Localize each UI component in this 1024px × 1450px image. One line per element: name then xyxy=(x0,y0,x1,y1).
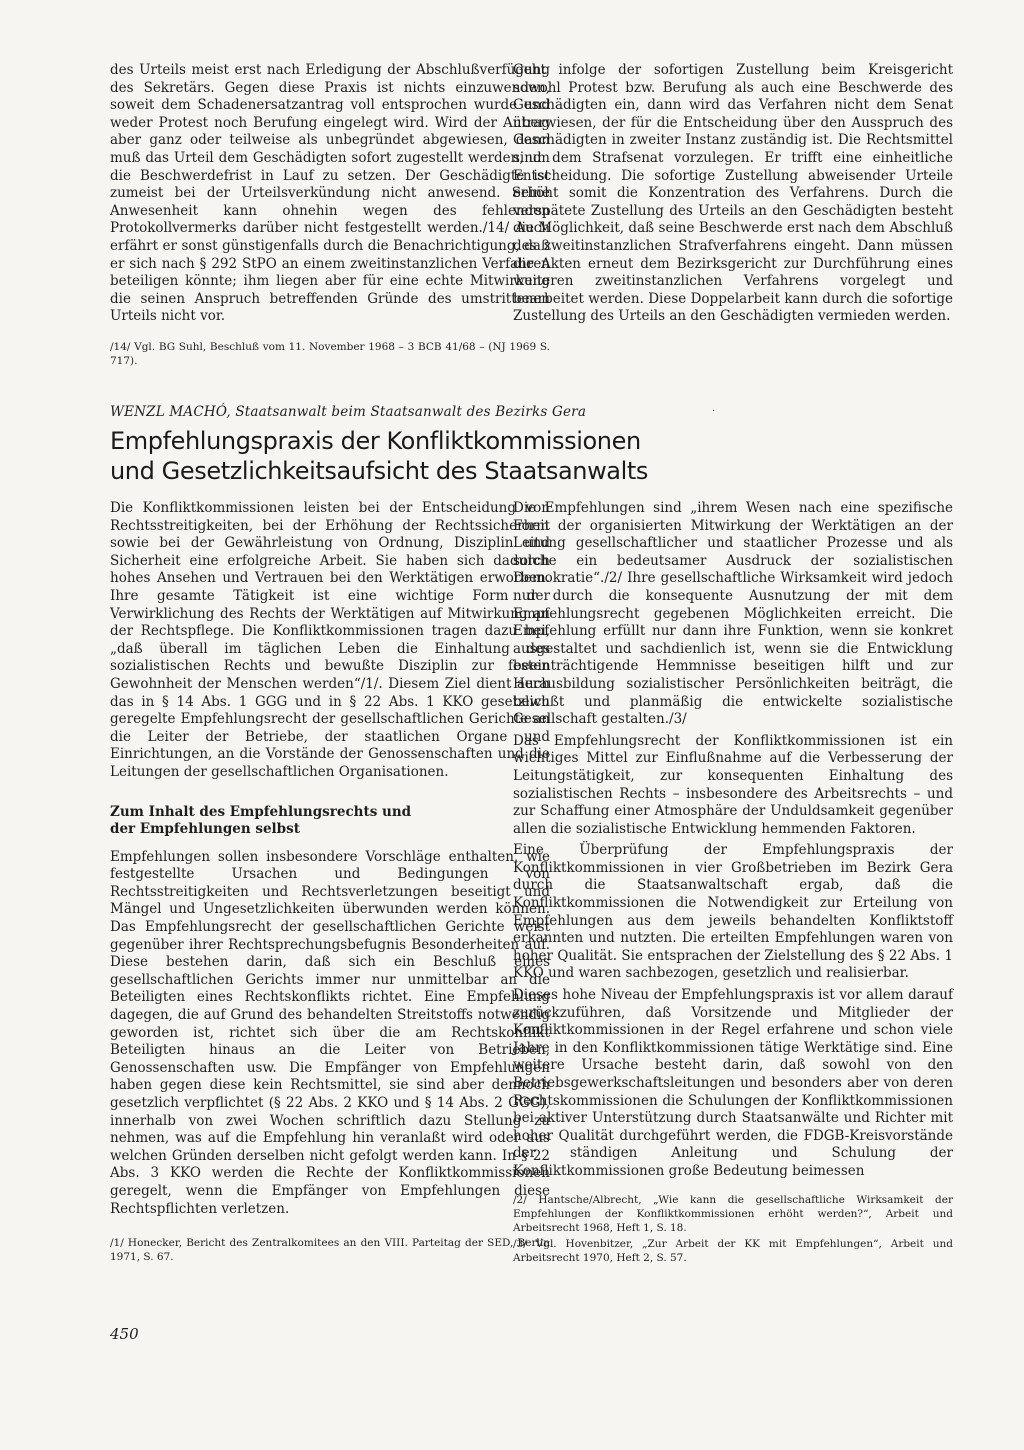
article-title-line-2: und Gesetzlichkeitsaufsicht des Staatsanwalts xyxy=(110,457,648,485)
footnote-2: /2/ Hantsche/Albrecht, „Wie kann die gesellschaftliche Wirksamkeit der Empfehlungen der Konfliktkommissionen erhöht werden?“, Arbeit und Arbeitsrecht 1968, Heft 1, S. 18. xyxy=(513,1193,953,1234)
article-right-paragraph-3: Eine Überprüfung der Empfehlungspraxis der Konfliktkommissionen in vier Großbetrieben im Bezirk Gera durch die Staatsanwaltschaft ergab, daß die Konfliktkommissionen die Notwendigkeit zur Erteilung von Empfehlungen aus dem jeweils behandelten Konfliktstoff erkannten und nutzten. Die erteilten Empfehlungen waren von hoher Qualität. Sie entsprachen der Zielstellung des § 22 Abs. 1 KKO und waren sachbezogen, gesetzlich und realisierbar. xyxy=(513,842,953,982)
footnote-1: /1/ Honecker, Bericht des Zentralkomitees an den VIII. Parteitag der SED, Berlin 1971, S. 67. xyxy=(110,1237,550,1264)
article-right-column xyxy=(513,500,953,1265)
article-right-paragraph-2: Das Empfehlungsrecht der Konfliktkommissionen ist ein wichtiges Mittel zur Einflußnahme auf die Verbesserung der Leitungstätigkeit, zur konsequenten Einhaltung des sozialistischen Rechts – insbesondere des Arbeitsrechts – und zur Schaffung einer Atmosphäre der Unduldsamkeit gegenüber allen die sozialistische Entwicklung hemmenden Faktoren. xyxy=(513,732,953,837)
footnote-14: /14/ Vgl. BG Suhl, Beschluß vom 11. November 1968 – 3 BCB 41/68 – (NJ 1969 S. 717). xyxy=(110,340,550,367)
top-left-paragraph: des Urteils meist erst nach Erledigung der Abschlußverfügung des Sekretärs. Gegen diese Praxis ist nichts einzuwenden, soweit dem Schadenersatzantrag voll entsprochen wurde und weder Protest noch Berufung eingelegt wird. Wird der Antrag aber ganz oder teilweise als unbegründet abgewiesen, dann muß das Urteil dem Geschädigten sofort zugestellt werden, um die Beschwerdefrist in Lauf zu setzen. Der Geschädigte ist zumeist bei der Urteilsverkündung nicht anwesend. Seine Anwesenheit kann ohnehin wegen des fehlenden Protokollvermerks darüber nicht festgestellt werden./14/ Auch erfährt er sonst günstigenfalls durch die Benachrichtigung, daß er sich nach § 292 StPO an einem zweitinstanzlichen Verfahren beteiligen könnte; ihm liegen aber für eine echte Mitwirkung die seinen Anspruch betreffenden Gründe des umstrittenen Urteils nicht vor. xyxy=(110,62,550,325)
section-heading xyxy=(110,804,550,839)
author-byline: WENZL MACHÓ, Staatsanwalt beim Staatsanwalt des Bezirks Gera xyxy=(110,404,587,420)
page-number: 450 xyxy=(110,1325,139,1343)
article-left-column xyxy=(110,500,550,1264)
article-right-paragraph-4: Dieses hohe Niveau der Empfehlungspraxis ist vor allem darauf zurückzuführen, daß Vorsitzende und Mitglieder der Konfliktkommissionen in der Regel erfahrene und schon viele Jahre in den Konfliktkommissionen tätige Werktätige sind. Eine weitere Ursache besteht darin, daß sowohl von den Betriebsgewerkschaftsleitungen und besonders aber von deren Rechtskommissionen die Schulungen der Konfliktkommissionen bei aktiver Unterstützung durch Staatsanwälte und Richter mit hoher Qualität durchgeführt werden, die FDGB-Kreisvorstände der ständigen Anleitung und Schulung der Konfliktkommissionen große Bedeutung beimessen xyxy=(513,987,953,1179)
footnote-3: /3/ Vgl. Hovenbitzer, „Zur Arbeit der KK mit Empfehlungen“, Arbeit und Arbeitsrecht 1970, Heft 2, S. 57. xyxy=(513,1237,953,1264)
section-heading-line-2: der Empfehlungen selbst xyxy=(110,821,300,838)
article-title-line-1: Empfehlungspraxis der Konfliktkommissionen xyxy=(110,427,641,455)
decorative-mark: · xyxy=(712,406,716,417)
section-heading-line-1: Zum Inhalt des Empfehlungsrechts und xyxy=(110,803,412,820)
article-title xyxy=(110,426,910,486)
top-right-paragraph: Geht infolge der sofortigen Zustellung beim Kreisgericht sowohl Protest bzw. Berufung als auch eine Beschwerde des Geschädigten ein, dann wird das Verfahren nicht dem Senat überwiesen, der für die Entscheidung über den Ausspruch des Geschädigten in zweiter Instanz zuständig ist. Die Rechtsmittel sind dem Strafsenat vorzulegen. Er trifft eine einheitliche Entscheidung. Die sofortige Zustellung abweisender Urteile erhöht somit die Konzentration des Verfahrens. Durch die verspätete Zustellung des Urteils an den Geschädigten besteht die Möglichkeit, daß seine Beschwerde erst nach dem Abschluß des zweitinstanzlichen Strafverfahrens eingeht. Dann müssen die Akten erneut dem Bezirksgericht zur Durchführung eines weiteren zweitinstanzlichen Verfahrens vorgelegt und bearbeitet werden. Diese Doppelarbeit kann durch die sofortige Zustellung des Urteils an den Geschädigten vermieden werden. xyxy=(513,62,953,325)
article-intro-paragraph: Die Konfliktkommissionen leisten bei der Entscheidung von Rechtsstreitigkeiten, bei der Erhöhung der Rechtssicherheit sowie bei der Gewährleistung von Ordnung, Disziplin und Sicherheit eine erfolgreiche Arbeit. Sie haben sich dadurch hohes Ansehen und Vertrauen bei den Werktätigen erworben. Ihre gesamte Tätigkeit ist eine wichtige Form der Verwirklichung des Rechts der Werktätigen auf Mitwirkung an der Rechtspflege. Die Konfliktkommissionen tragen dazu bei, „daß überall im täglichen Leben die Einhaltung des sozialistischen Rechts und bewußte Disziplin zur festen Gewohnheit der Menschen werden“/1/. Diesem Ziel dient auch das in § 14 Abs. 1 GGG und in § 22 Abs. 1 KKO gesetzlich geregelte Empfehlungsrecht der gesellschaftlichen Gerichte an die Leiter der Betriebe, der staatlichen Organe und Einrichtungen, an die Vorstände der Genossenschaften und die Leitungen der gesellschaftlichen Organisationen. xyxy=(110,500,550,780)
section-paragraph: Empfehlungen sollen insbesondere Vorschläge enthalten, wie festgestellte Ursachen und Bedingungen von Rechtsstreitigkeiten und Rechtsverletzungen beseitigt und Mängel und Ungesetzlichkeiten überwunden werden können. Das Empfehlungsrecht der gesellschaftlichen Gerichte weist gegenüber ihrer Rechtsprechungsbefugnis Besonderheiten auf. Diese bestehen darin, daß sich ein Beschluß eines gesellschaftlichen Gerichts immer nur unmittelbar an die Beteiligten eines Rechtskonflikts richtet. Eine Empfehlung dagegen, die auf Grund des behandelten Streitstoffs notwendig geworden ist, richtet sich über die am Rechtskonflikt Beteiligten hinaus an die Leiter von Betrieben, Genossenschaften usw. Die Empfänger von Empfehlungen haben gegen diese kein Rechtsmittel, sie sind aber dennoch gesetzlich verpflichtet (§ 22 Abs. 2 KKO und § 14 Abs. 2 GGG), innerhalb von zwei Wochen schriftlich dazu Stellung zu nehmen, was auf die Empfehlung hin veranlaßt wird oder aus welchen Gründen derselben nicht gefolgt werden kann. In § 22 Abs. 3 KKO werden die Rechte der Konfliktkommissionen geregelt, wenn die Empfänger von Empfehlungen diese Rechtspflichten verletzen. xyxy=(110,848,550,1217)
top-right-column xyxy=(513,62,953,326)
article-right-paragraph-1: Die Empfehlungen sind „ihrem Wesen nach eine spezifische Form der organisierten Mitwirkung der Werktätigen an der Leitung gesellschaftlicher und staatlicher Prozesse und als solche ein bedeutsamer Ausdruck der sozialistischen Demokratie“./2/ Ihre gesellschaftliche Wirksamkeit wird jedoch nur durch die konsequente Ausnutzung der mit dem Empfehlungsrecht gegebenen Möglichkeiten erreicht. Die Empfehlung erfüllt nur dann ihre Funktion, wenn sie konkret ausgestaltet und sachdienlich ist, wenn sie die Entwicklung beeinträchtigende Hemmnisse beseitigen hilft und zur Herausbildung sozialistischer Persönlichkeiten beiträgt, die bewußt und planmäßig die entwickelte sozialistische Gesellschaft gestalten./3/ xyxy=(513,500,953,728)
top-left-column xyxy=(110,62,550,368)
